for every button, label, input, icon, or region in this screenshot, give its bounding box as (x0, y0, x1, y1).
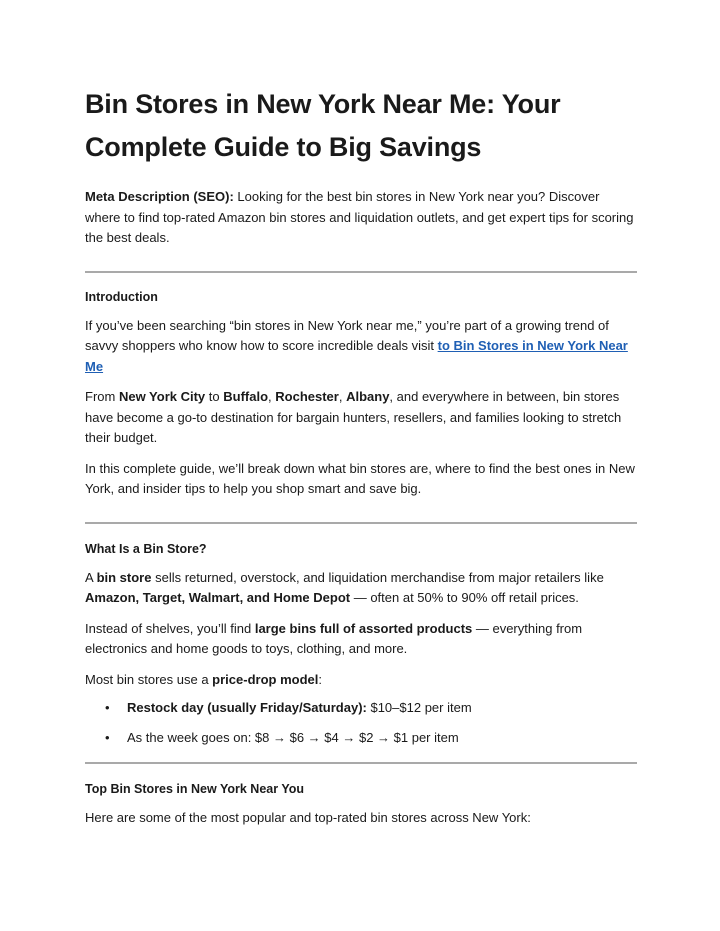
intro-paragraph-1 (85, 316, 637, 378)
what-paragraph-2 (85, 619, 637, 660)
top-stores-heading: Top Bin Stores in New York Near You (85, 782, 305, 796)
text-span: As the week goes on: $8 → $6 → $4 → $2 → $1 per item (127, 729, 459, 745)
section-divider (85, 762, 637, 764)
bin-stores-link[interactable]: to Bin Stores in New York Near Me (85, 338, 628, 374)
intro-heading: Introduction (85, 289, 158, 304)
meta-description-text: Looking for the best bin stores in New York near you? Discover where to find top-rated Amazon bin stores and liquidation outlets, and get expert tips for scoring the best deals. (85, 189, 634, 245)
meta-description (85, 187, 637, 249)
bold-text: bin store (96, 569, 152, 585)
price-drop-list (85, 698, 637, 748)
text-span: — often at 50% to 90% off retail prices. (350, 590, 579, 605)
bullet-icon: • (105, 700, 110, 715)
bold-text: large bins full of assorted products (254, 620, 473, 636)
city-albany: Albany (346, 389, 390, 404)
what-heading: What Is a Bin Store? (85, 541, 207, 556)
text-span: , (268, 389, 276, 404)
text-span: , and everywhere in between, bin stores have become a go-to destination for bargain hunters, resellers, and families looking to stretch their budget. (85, 389, 622, 445)
text-span: — everything from electronics and home goods to toys, clothing, and more. (85, 620, 583, 656)
text-span: Instead of shelves, you’ll find (85, 620, 255, 636)
text-span: , (338, 389, 347, 404)
list-item (85, 698, 637, 719)
bold-text: Restock day (usually Friday/Saturday): (127, 700, 367, 715)
text-span: A (85, 569, 97, 585)
city-buffalo: Buffalo (223, 389, 269, 404)
bullet-icon: • (105, 729, 110, 745)
list-item (85, 728, 637, 749)
text-span: $10–$12 per item (366, 700, 472, 715)
city-rochester: Rochester (275, 389, 339, 404)
bold-text: Amazon, Target, Walmart, and Home Depot (85, 590, 351, 605)
document-page (85, 0, 637, 829)
text-span: sells returned, overstock, and liquidation merchandise from major retailers like (151, 569, 604, 585)
meta-description-label: Meta Description (SEO): (85, 189, 234, 204)
text-span: : (318, 671, 322, 687)
what-paragraph-3 (85, 670, 637, 691)
text-span: From (85, 389, 119, 404)
bold-text: price-drop model (212, 671, 319, 687)
intro-paragraph-1-text: If you’ve been searching “bin stores in New York near me,” you’re part of a growing trend of savvy shoppers who know how to score incredible deals visit (85, 317, 609, 353)
what-paragraph-1 (85, 568, 637, 609)
city-new-york: New York City (118, 389, 206, 404)
top-stores-paragraph: Here are some of the most popular and top-rated bin stores across New York: (85, 810, 531, 825)
section-divider (85, 271, 637, 273)
section-divider (85, 522, 637, 524)
text-span: Most bin stores use a (85, 671, 213, 687)
intro-paragraph-3: In this complete guide, we’ll break down what bin stores are, where to find the best ones in New York, and insider tips to help you shop smart and save big. (85, 460, 635, 496)
page-title: Bin Stores in New York Near Me: Your Complete Guide to Big Savings (85, 89, 561, 162)
intro-paragraph-2 (85, 387, 637, 449)
text-span: to (205, 389, 224, 404)
